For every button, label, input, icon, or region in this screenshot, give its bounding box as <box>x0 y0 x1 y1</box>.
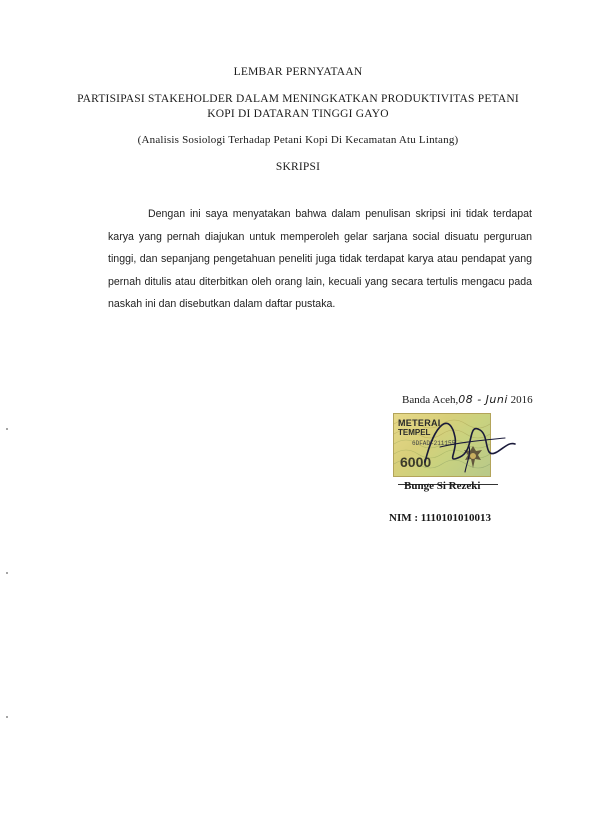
signer-name: Bunge Si Rezeki <box>404 480 481 492</box>
student-id-number: NIM : 1110101010013 <box>389 512 492 524</box>
stamp-label-bottom: TEMPEL <box>398 428 431 437</box>
scan-speck <box>6 572 8 574</box>
handwritten-date: 08 - Juni <box>458 393 508 406</box>
year-label: 2016 <box>510 394 533 406</box>
thesis-subtitle: (Analisis Sosiologi Terhadap Petani Kopi Di Kecamatan Atu Lintang) <box>137 134 459 146</box>
declaration-text: Dengan ini saya menyatakan bahwa dalam penulisan skripsi ini tidak terdapat karya yang pernah diajukan untuk memperoleh gelar sarjana social disuatu perguruan tinggi, dan sepanjang pengetahuan peneliti juga tidak terdapat karya atau pendapat yang pernah ditulis atau diterbitkan oleh orang lain, kecuali yang secara tertulis mengacu pada naskah ini dan disebutkan dalam daftar pustaka. <box>108 208 532 310</box>
document-type: SKRIPSI <box>275 161 321 173</box>
handwritten-signature <box>405 402 525 482</box>
scan-speck <box>6 716 8 718</box>
sheet-title: LEMBAR PERNYATAAN <box>233 66 363 78</box>
thesis-title-line-2: KOPI DI DATARAN TINGGI GAYO <box>207 108 389 120</box>
thesis-title-line-1: PARTISIPASI STAKEHOLDER DALAM MENINGKATKAN PRODUKTIVITAS PETANI <box>77 93 519 105</box>
place-label: Banda Aceh, <box>402 394 459 406</box>
stamp-amount: 6000 <box>400 454 432 470</box>
stamp-serial: 6DFADF211155 <box>412 440 456 447</box>
declaration-paragraph <box>108 203 532 316</box>
scan-speck <box>6 428 8 430</box>
stamp-label-top: METERAI <box>398 418 441 428</box>
